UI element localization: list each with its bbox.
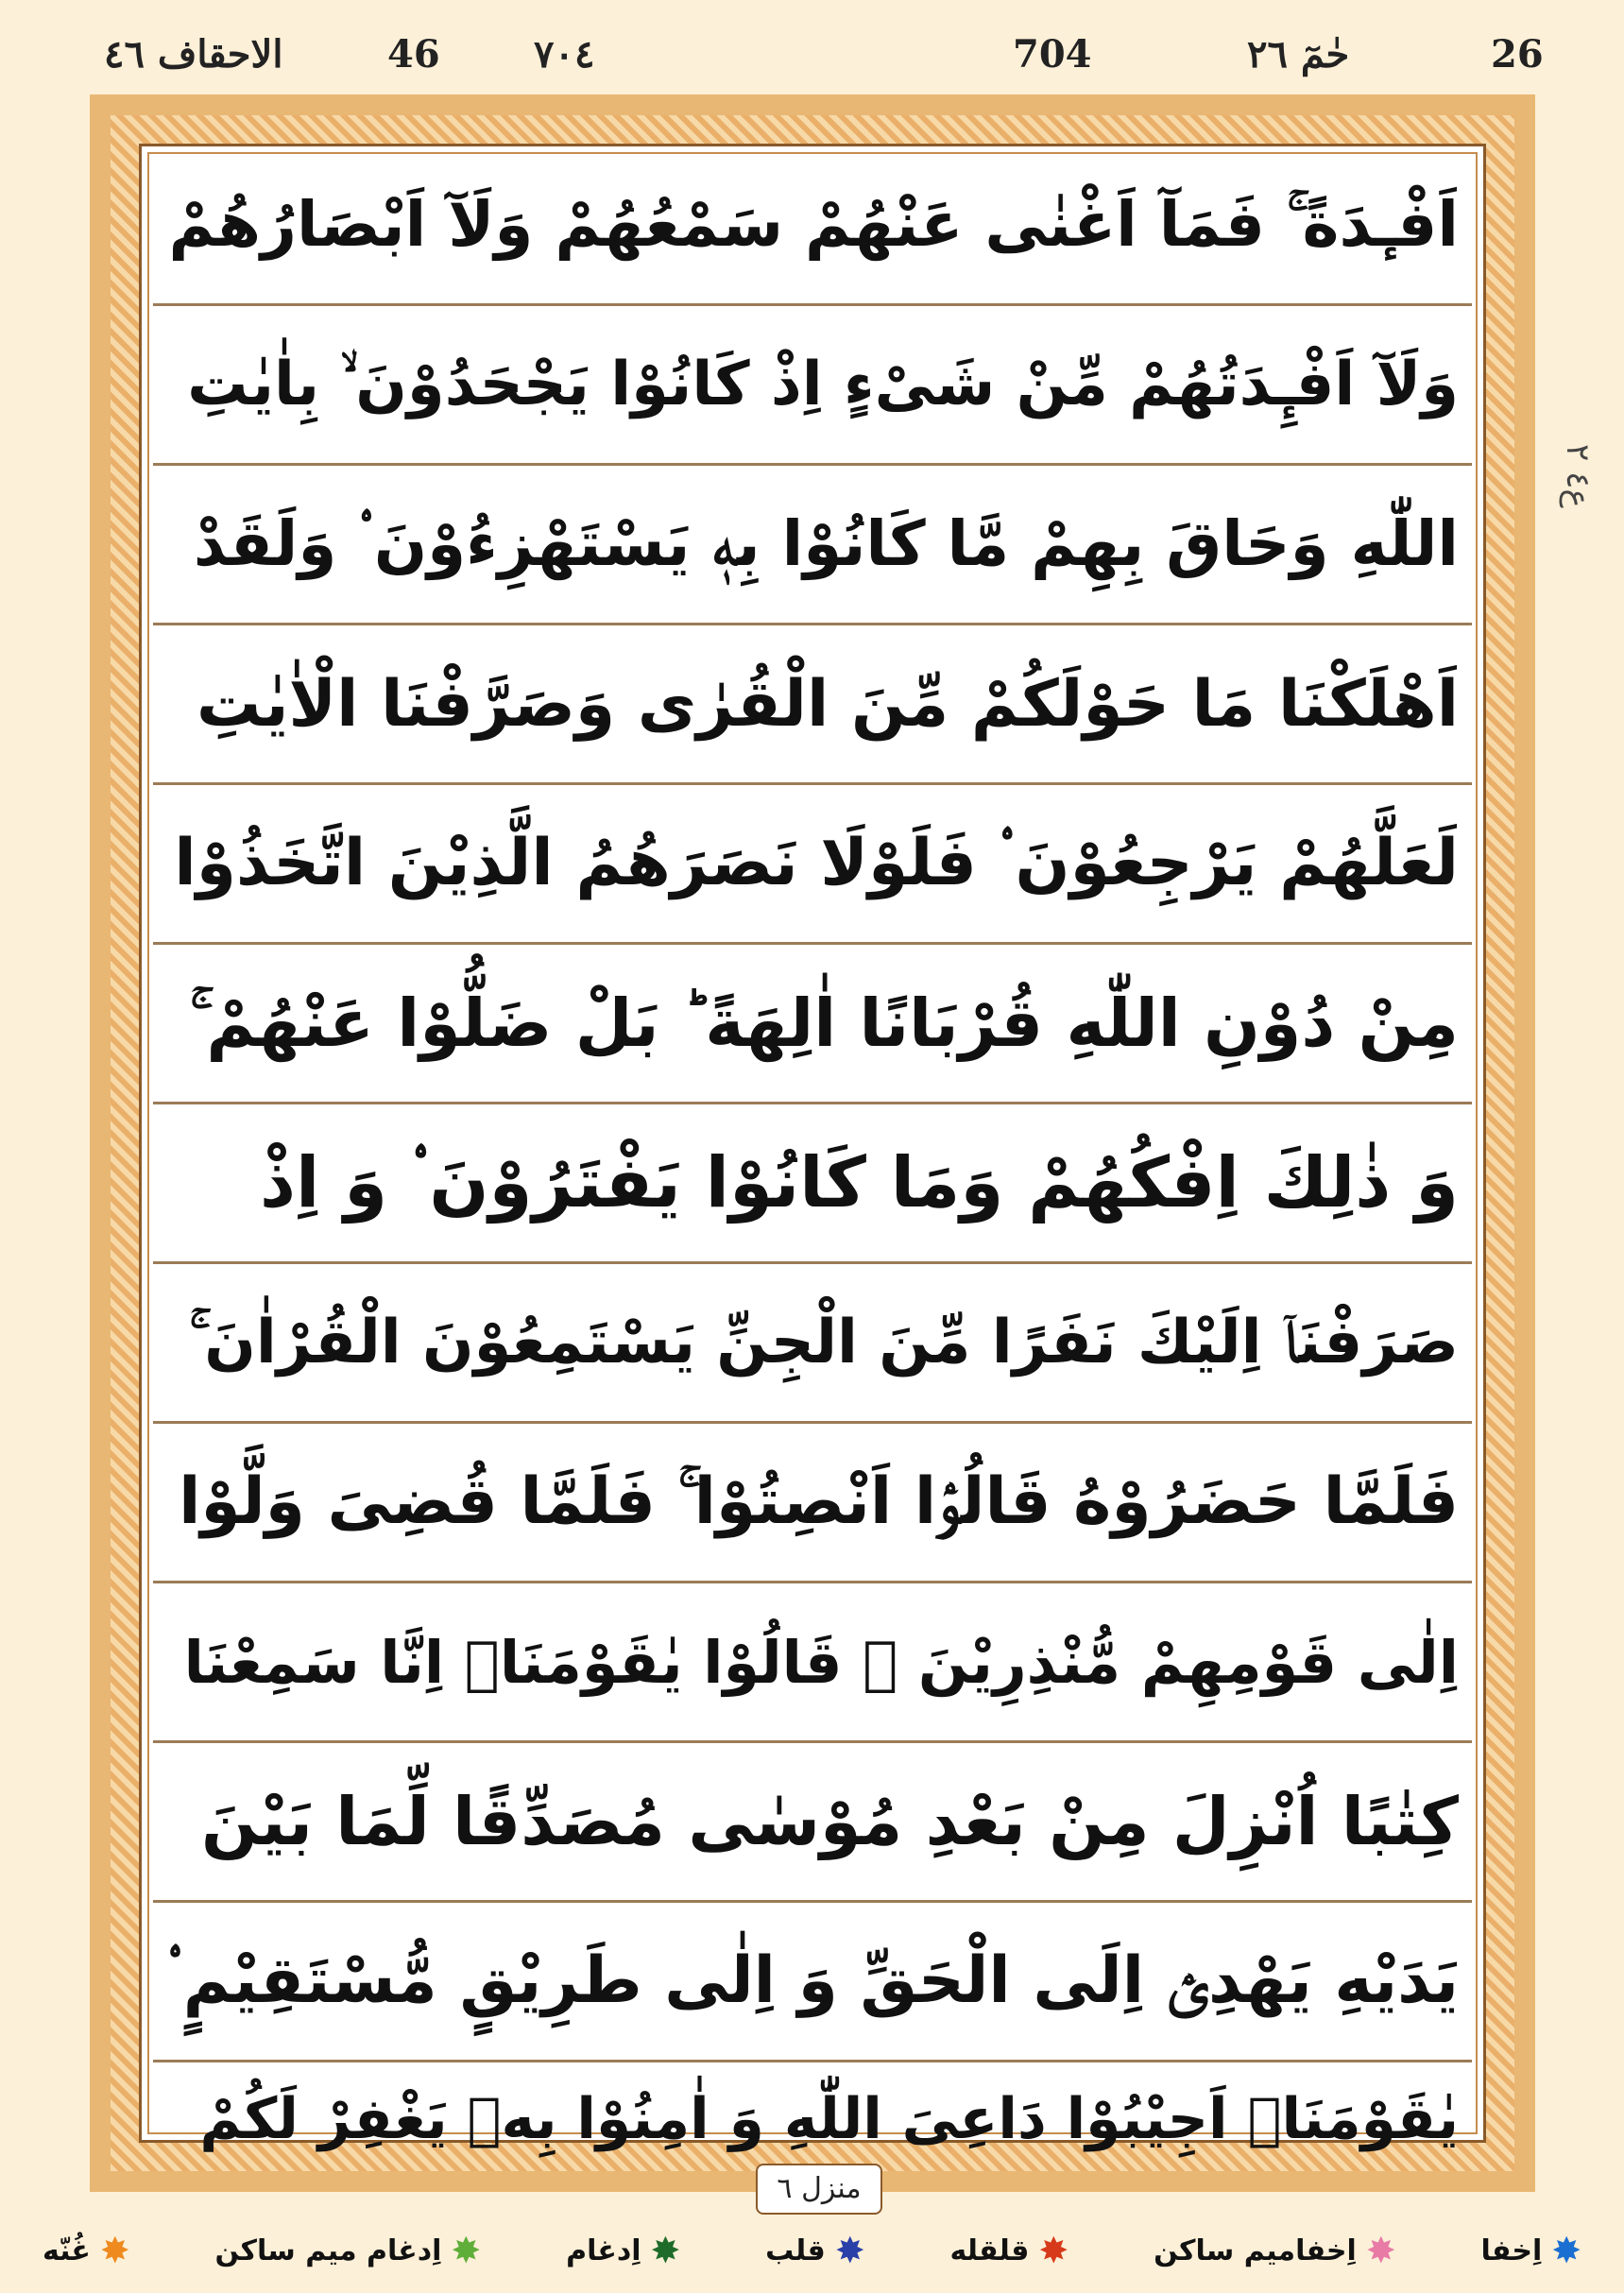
text-line: وَلَآ اَفْـِٕدَتُهُمْ مِّنْ شَیْءٍ اِذْ كَانُوْا یَجْحَدُوْنَ ۙ بِاٰیٰتِ (153, 306, 1472, 466)
text-line: كِتٰبًا اُنْزِلَ مِنْ بَعْدِ مُوْسٰى مُصَدِّقًا لِّمَا بَیْنَ (153, 1743, 1472, 1903)
legend-item-ikhfa (1480, 2230, 1582, 2271)
quran-text-area (139, 144, 1486, 2152)
star-icon: ✸ (834, 2230, 865, 2271)
star-icon: ✸ (650, 2230, 681, 2271)
star-icon: ✸ (1038, 2230, 1069, 2271)
legend-item-qalqala (949, 2230, 1069, 2271)
page-number: 704 (1013, 32, 1092, 77)
surah-name: الاحقاف ٤٦ (104, 32, 283, 77)
juz-name: حٰمٓ ٢٦ (1247, 32, 1350, 77)
text-line: اللّٰهِ وَحَاقَ بِهِمْ مَّا كَانُوْا بِهٖ یَسْتَهْزِءُوْنَ ۟ وَلَقَدْ (153, 466, 1472, 625)
legend-label: اِخفامیم ساکن (1154, 2233, 1357, 2267)
legend-item-ghunna (42, 2230, 130, 2271)
star-icon: ✸ (1551, 2230, 1582, 2271)
legend-label: غُنّه (42, 2233, 91, 2267)
page-number-arabic: ٧٠٤ (534, 32, 595, 77)
text-line: یَدَیْهِ یَهْدِیْۤ اِلَى الْحَقِّ وَ اِلٰى طَرِیْقٍ مُّسْتَقِیْمٍ ۟ (153, 1903, 1472, 2062)
text-line: مِنْ دُوْنِ اللّٰهِ قُرْبَانًا اٰلِهَةً ؕ بَلْ ضَلُّوْا عَنْهُمْ ۚ (153, 945, 1472, 1104)
text-line: اِلٰى قَوْمِهِمْ مُّنْذِرِیْنَ ۟ قَالُوْا یٰقَوْمَنَاۤ اِنَّا سَمِعْنَا (153, 1583, 1472, 1743)
legend-item-idgham (566, 2230, 681, 2271)
legend-label: قلقله (949, 2233, 1030, 2267)
star-icon: ✸ (1365, 2230, 1396, 2271)
text-line: صَرَفْنَاۤ اِلَیْكَ نَفَرًا مِّنَ الْجِنِّ یَسْتَمِعُوْنَ الْقُرْاٰنَ ۚ (153, 1264, 1472, 1424)
text-line: یٰقَوْمَنَاۤ اَجِیْبُوْا دَاعِیَ اللّٰهِ وَ اٰمِنُوْا بِهٖ یَغْفِرْ لَكُمْ (199, 2086, 1459, 2152)
tajweed-legend (0, 2222, 1624, 2279)
text-line: فَلَمَّا حَضَرُوْهُ قَالُوْۤا اَنْصِتُوْا ۚ فَلَمَّا قُضِیَ وَلَّوْا (153, 1424, 1472, 1583)
legend-label: اِدغام (566, 2233, 641, 2267)
juz-number: 26 (1491, 32, 1544, 77)
star-icon: ✸ (451, 2230, 482, 2271)
legend-item-ikhfa-meem-sakin (1154, 2230, 1396, 2271)
legend-label: اِدغام میم ساکن (214, 2233, 442, 2267)
text-line: وَ ذٰلِكَ اِفْكُهُمْ وَمَا كَانُوْا یَفْتَرُوْنَ ۟ وَ اِذْ (153, 1104, 1472, 1264)
text-line: اَهْلَكْنَا مَا حَوْلَكُمْ مِّنَ الْقُرٰى وَصَرَّفْنَا الْاٰیٰتِ (153, 625, 1472, 785)
surah-number: 46 (387, 32, 440, 77)
text-line: لَعَلَّهُمْ یَرْجِعُوْنَ ۟ فَلَوْلَا نَصَرَهُمُ الَّذِیْنَ اتَّخَذُوْا (153, 785, 1472, 945)
legend-item-idgham-meem-sakin (214, 2230, 482, 2271)
legend-label: قلب (765, 2233, 826, 2267)
legend-item-qalb (765, 2230, 865, 2271)
page-header (0, 0, 1624, 104)
ruku-marker: ع٤ ٢ (1559, 444, 1597, 508)
text-line: اَفْـٕدَةً ۚ فَمَآ اَغْنٰى عَنْهُمْ سَمْعُهُمْ وَلَآ اَبْصَارُهُمْ (153, 146, 1472, 306)
legend-label: اِخفا (1480, 2233, 1543, 2267)
manzil-label: منزل ٦ (756, 2164, 882, 2215)
ornamental-border (90, 94, 1535, 2192)
star-icon: ✸ (99, 2230, 130, 2271)
